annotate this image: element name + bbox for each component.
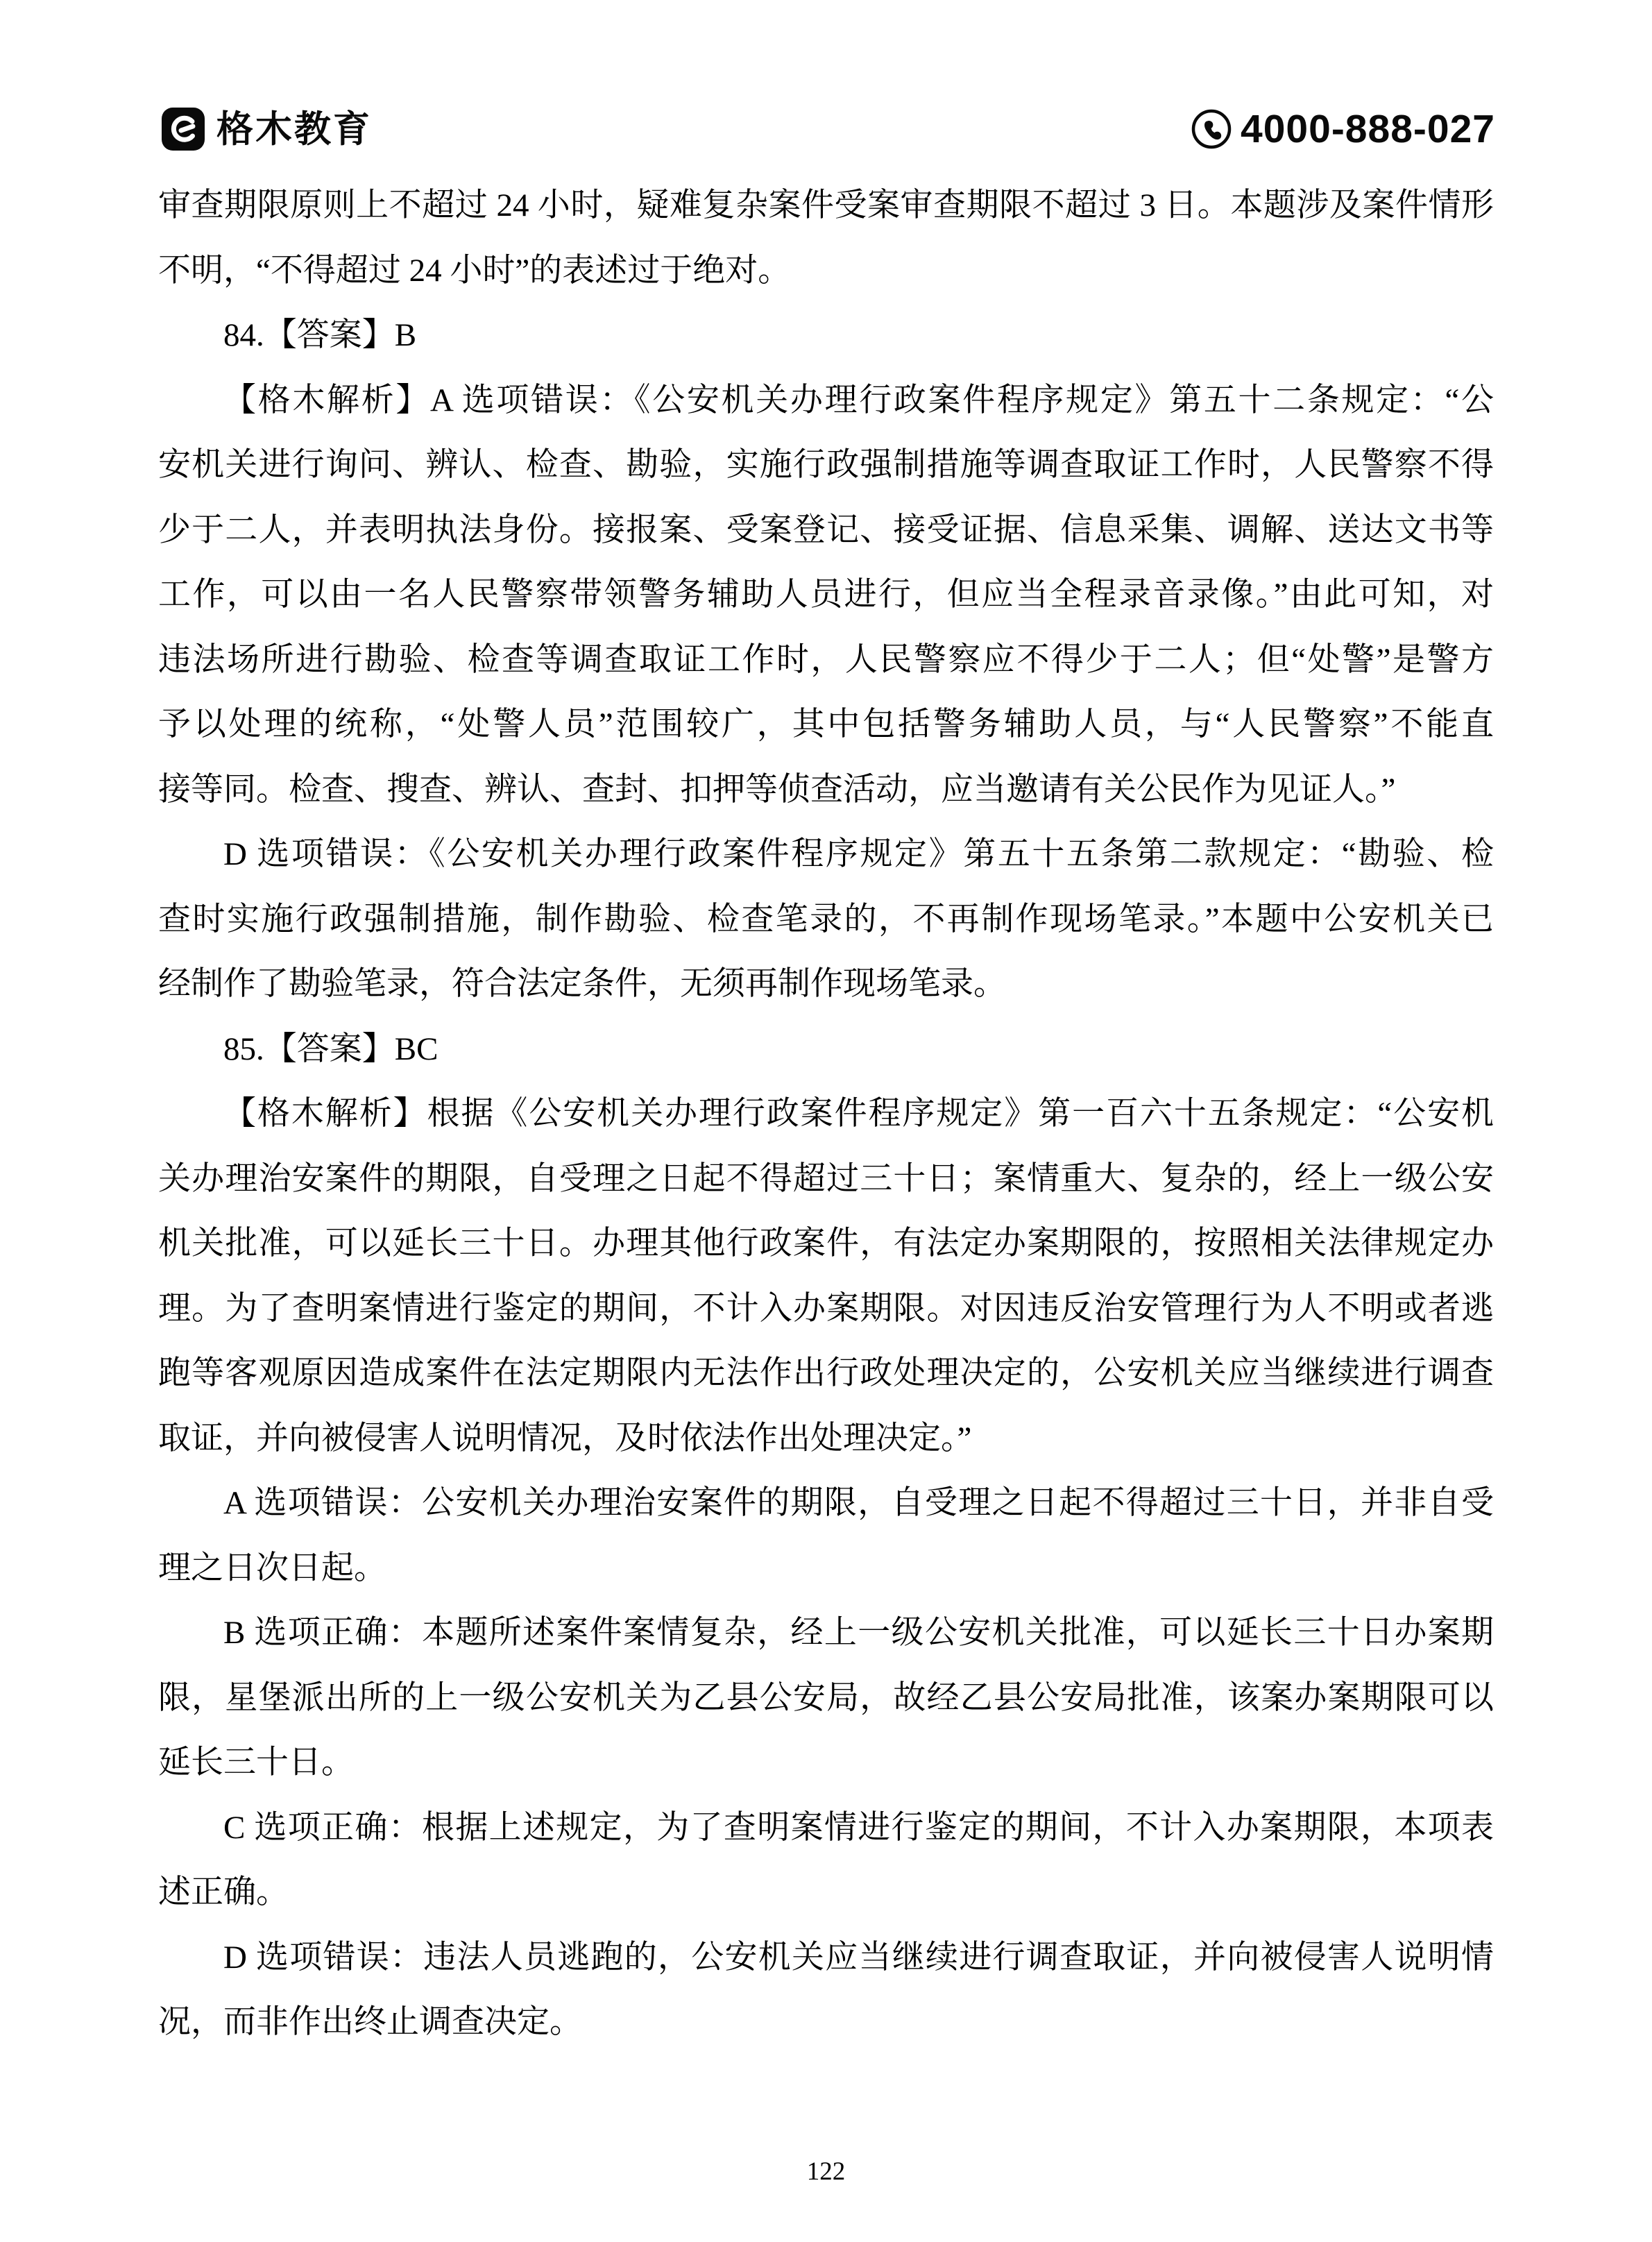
phone-icon [1191,108,1232,150]
paragraph [158,303,1494,368]
text-line: 接等同。检查、搜查、辨认、查封、扣押等侦查活动，应当邀请有关公民作为见证人。” [158,771,1396,808]
text-line: 84.【答案】B [223,317,417,353]
text-line: 【格木解析】A 选项错误：《公安机关办理行政案件程序规定》第五十二条规定：“公 [223,382,1494,418]
paragraph [158,1017,1494,1082]
text-line: C 选项正确：根据上述规定，为了查明案情进行鉴定的期间，不计入办案期限，本项表 [223,1809,1494,1846]
text-line: 查时实施行政强制措施，制作勘验、检查笔录的，不再制作现场笔录。”本题中公安机关已 [158,901,1494,937]
text-line: 工作，可以由一名人民警察带领警务辅助人员进行，但应当全程录音录像。”由此可知，对 [158,577,1494,613]
text-line: 安机关进行询问、辨认、检查、勘验，实施行政强制措施等调查取证工作时，人民警察不得 [158,447,1494,483]
text-line: 经制作了勘验笔录，符合法定条件，无须再制作现场笔录。 [158,966,1006,1002]
text-line: 【格木解析】根据《公安机关办理行政案件程序规定》第一百六十五条规定：“公安机 [223,1096,1494,1132]
paragraph [158,1082,1494,1471]
text-line: 况，而非作出终止调查决定。 [158,2004,582,2040]
text-line: 延长三十日。 [158,1744,354,1781]
text-line: 违法场所进行勘验、检查等调查取证工作时，人民警察应不得少于二人；但“处警”是警方 [158,641,1494,678]
paragraph [158,1926,1494,2055]
document-body [158,173,1494,2055]
text-line: D 选项错误：违法人员逃跑的，公安机关应当继续进行调查取证，并向被侵害人说明情 [223,1939,1494,1976]
text-line: 机关批准，可以延长三十日。办理其他行政案件，有法定办案期限的，按照相关法律规定办 [158,1225,1494,1262]
page-footer [0,2157,1652,2187]
text-line: 跑等客观原因造成案件在法定期限内无法作出行政处理决定的，公安机关应当继续进行调查 [158,1355,1494,1391]
phone-contact [1191,108,1495,150]
phone-number: 4000-888-027 [1241,106,1495,151]
text-line: 予以处理的统称，“处警人员”范围较广，其中包括警务辅助人员，与“人民警察”不能直 [158,706,1494,742]
text-line: 少于二人，并表明执法身份。接报案、受案登记、接受证据、信息采集、调解、送达文书等 [158,511,1494,548]
gemu-logo-icon [161,107,205,151]
page-header [161,101,1495,157]
paragraph [158,822,1494,1017]
text-line: 取证，并向被侵害人说明情况，及时依法作出处理决定。” [158,1420,972,1457]
text-line: 理。为了查明案情进行鉴定的期间，不计入办案期限。对因违反治安管理行为人不明或者逃 [158,1290,1494,1327]
text-line: 关办理治安案件的期限，自受理之日起不得超过三十日；案情重大、复杂的，经上一级公安 [158,1160,1494,1197]
text-line: 不明，“不得超过 24 小时”的表述过于绝对。 [158,252,791,289]
page-number: 122 [806,2157,846,2186]
brand-name: 格木教育 [216,108,372,150]
brand [161,107,372,151]
text-line: 85.【答案】BC [223,1030,438,1067]
paragraph [158,1796,1494,1926]
paragraph [158,1601,1494,1796]
paragraph [158,173,1494,303]
text-line: 审查期限原则上不超过 24 小时，疑难复杂案件受案审查期限不超过 3 日。本题涉及案件情形 [158,187,1494,223]
text-line: D 选项错误：《公安机关办理行政案件程序规定》第五十五条第二款规定：“勘验、检 [223,836,1494,872]
text-line: 述正确。 [158,1874,289,1910]
text-line: 限，星堡派出所的上一级公安机关为乙县公安局，故经乙县公安局批准，该案办案期限可以 [158,1679,1494,1716]
text-line: A 选项错误：公安机关办理治安案件的期限，自受理之日起不得超过三十日，并非自受 [223,1485,1494,1521]
text-line: 理之日次日起。 [158,1549,386,1586]
text-line: B 选项正确：本题所述案件案情复杂，经上一级公安机关批准，可以延长三十日办案期 [223,1615,1494,1651]
paragraph [158,1471,1494,1601]
paragraph [158,368,1494,823]
